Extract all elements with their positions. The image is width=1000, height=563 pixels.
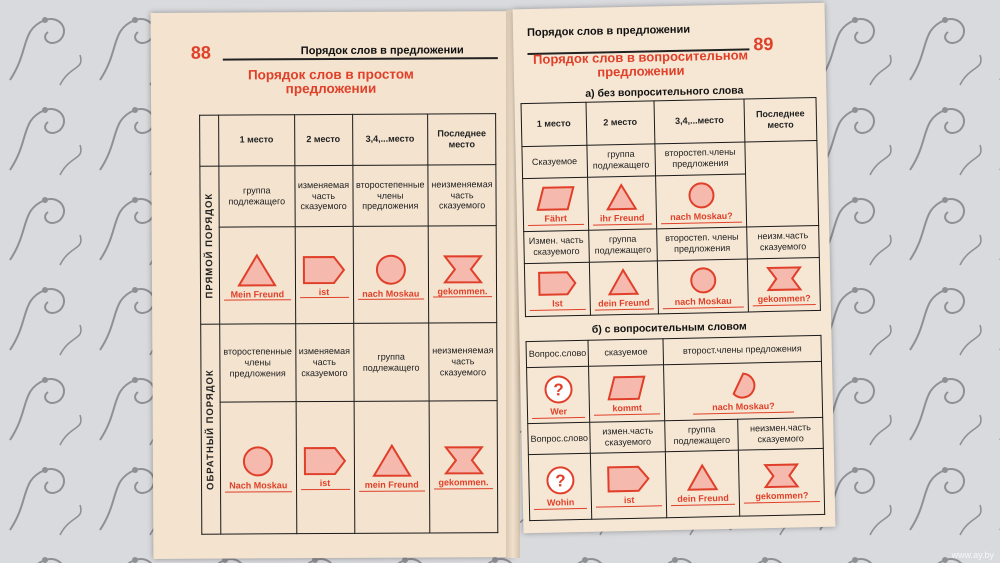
desc-cell: неизменяемая часть сказуемого xyxy=(429,323,497,401)
header-rule-left xyxy=(223,57,498,60)
desc-cell: второстеп.члены предложения xyxy=(655,142,746,176)
watermark: www.ay.by xyxy=(951,550,994,560)
desc-cell: второстепенные члены предложения xyxy=(352,165,428,227)
triangle-icon xyxy=(607,268,640,297)
inverse-order-label: ОБРАТНЫЙ ПОРЯДОК xyxy=(201,325,221,535)
triangle-icon xyxy=(237,253,277,287)
shape-cell: Nach Moskau xyxy=(220,401,296,534)
question-mark-icon xyxy=(545,466,576,497)
shape-cell: ? Wer xyxy=(527,366,591,424)
desc-cell: группа подлежащего xyxy=(588,229,657,262)
header-cell: 1 место xyxy=(521,102,586,146)
pentagon-arrow-icon xyxy=(606,465,651,494)
parallelogram-icon xyxy=(607,374,648,401)
shape-cell: ist xyxy=(591,451,667,519)
shape-cell: dein Freund xyxy=(665,450,739,518)
desc-cell: сказуемое xyxy=(588,339,663,367)
desc-cell: группа подлежащего xyxy=(353,323,429,401)
circle-icon xyxy=(241,445,275,479)
page-number-right: 89 xyxy=(753,33,774,55)
header-cell: Последнее место xyxy=(744,97,817,141)
running-head-right: Порядок слов в предложении xyxy=(526,23,691,40)
question-table-a xyxy=(521,97,821,317)
notched-flag-icon xyxy=(766,265,803,292)
shape-cell: ? Wohin xyxy=(528,453,592,521)
svg-text:?: ? xyxy=(554,471,566,491)
desc-cell: группа подлежащего xyxy=(665,420,739,452)
desc-cell: второстеп. члены предложения xyxy=(657,227,748,261)
header-cell: 2 место xyxy=(294,114,352,165)
desc-cell: Сказуемое xyxy=(522,145,587,178)
shape-cell: kommt xyxy=(589,365,665,423)
left-page xyxy=(151,11,514,559)
shape-cell: ist xyxy=(295,227,354,324)
desc-cell: неизм.часть сказуемого xyxy=(747,225,820,258)
header-cell: 1 место xyxy=(219,115,295,166)
page-title-right: Порядок слов в вопросительном предложении xyxy=(532,47,749,80)
desc-cell: группа подлежащего xyxy=(219,165,295,227)
shape-cell: ist xyxy=(296,401,355,534)
running-head-left: Порядок слов в предложении xyxy=(300,44,464,58)
word-order-table-left xyxy=(199,113,498,535)
shape-cell: Ist xyxy=(524,262,590,317)
header-cell: 3,4,...место xyxy=(352,114,428,165)
shape-cell: ihr Freund xyxy=(587,175,657,230)
subtitle-b: б) с вопросительным словом xyxy=(591,320,747,336)
desc-cell: Вопрос.слово xyxy=(528,423,591,454)
shape-cell: gekommen? xyxy=(739,448,825,516)
desc-cell: изменяемая часть сказуемого xyxy=(294,165,352,227)
shape-cell: Fährt xyxy=(523,177,589,232)
pentagon-arrow-icon xyxy=(303,446,347,476)
header-cell: Последнее место xyxy=(428,114,496,165)
desc-cell: Измен. часть сказуемого xyxy=(524,230,589,263)
shape-cell: gekommen. xyxy=(428,226,497,323)
shape-cell: mein Freund xyxy=(354,401,430,534)
pentagon-arrow-icon xyxy=(302,254,346,284)
direct-order-label: ПРЯМОЙ ПОРЯДОК xyxy=(200,166,220,325)
page-number-left: 88 xyxy=(190,42,211,63)
pentagon-arrow-icon xyxy=(537,270,578,297)
question-table-b xyxy=(525,335,825,521)
desc-cell: неизмен.часть сказуемого xyxy=(738,418,823,450)
desc-cell: неизменяемая часть сказуемого xyxy=(428,164,496,226)
desc-cell: Вопрос.слово xyxy=(526,340,589,367)
header-cell: 3,4,...место xyxy=(654,99,745,143)
desc-cell: изменяемая часть сказуемого xyxy=(295,324,353,401)
triangle-icon xyxy=(686,464,719,493)
shape-cell: gekommen. xyxy=(429,400,498,533)
parallelogram-icon xyxy=(535,185,576,212)
notched-flag-icon xyxy=(442,254,482,284)
shape-cell: nach Moskau? xyxy=(664,362,823,422)
notched-flag-icon xyxy=(443,446,483,476)
shape-cell: gekommen? xyxy=(747,257,820,312)
notched-flag-icon xyxy=(763,463,800,490)
triangle-icon xyxy=(372,444,412,478)
shape-cell: nach Moskau xyxy=(657,259,748,314)
empty-cell xyxy=(745,140,819,227)
shape-cell: Mein Freund xyxy=(219,227,295,324)
circle-icon xyxy=(374,252,408,286)
desc-cell: второст.члены предложения xyxy=(663,335,821,364)
desc-cell: измен.часть сказуемого xyxy=(590,421,665,453)
subtitle-a: а) без вопросительного слова xyxy=(585,84,744,100)
right-page xyxy=(513,3,836,533)
header-cell: 2 место xyxy=(586,101,655,145)
desc-cell: группа подлежащего xyxy=(586,143,655,176)
half-circle-icon xyxy=(729,371,758,400)
page-title-left: Порядок слов в простом предложении xyxy=(247,66,414,97)
circle-icon xyxy=(687,181,716,210)
svg-text:?: ? xyxy=(552,380,564,400)
shape-cell: nach Moskau xyxy=(353,226,429,323)
shape-cell: dein Freund xyxy=(589,261,659,316)
triangle-icon xyxy=(605,182,638,211)
desc-cell: второстепенные члены предложения xyxy=(220,324,296,402)
question-mark-icon xyxy=(543,374,574,405)
shape-cell: nach Moskau? xyxy=(656,174,747,229)
circle-icon xyxy=(689,266,718,295)
